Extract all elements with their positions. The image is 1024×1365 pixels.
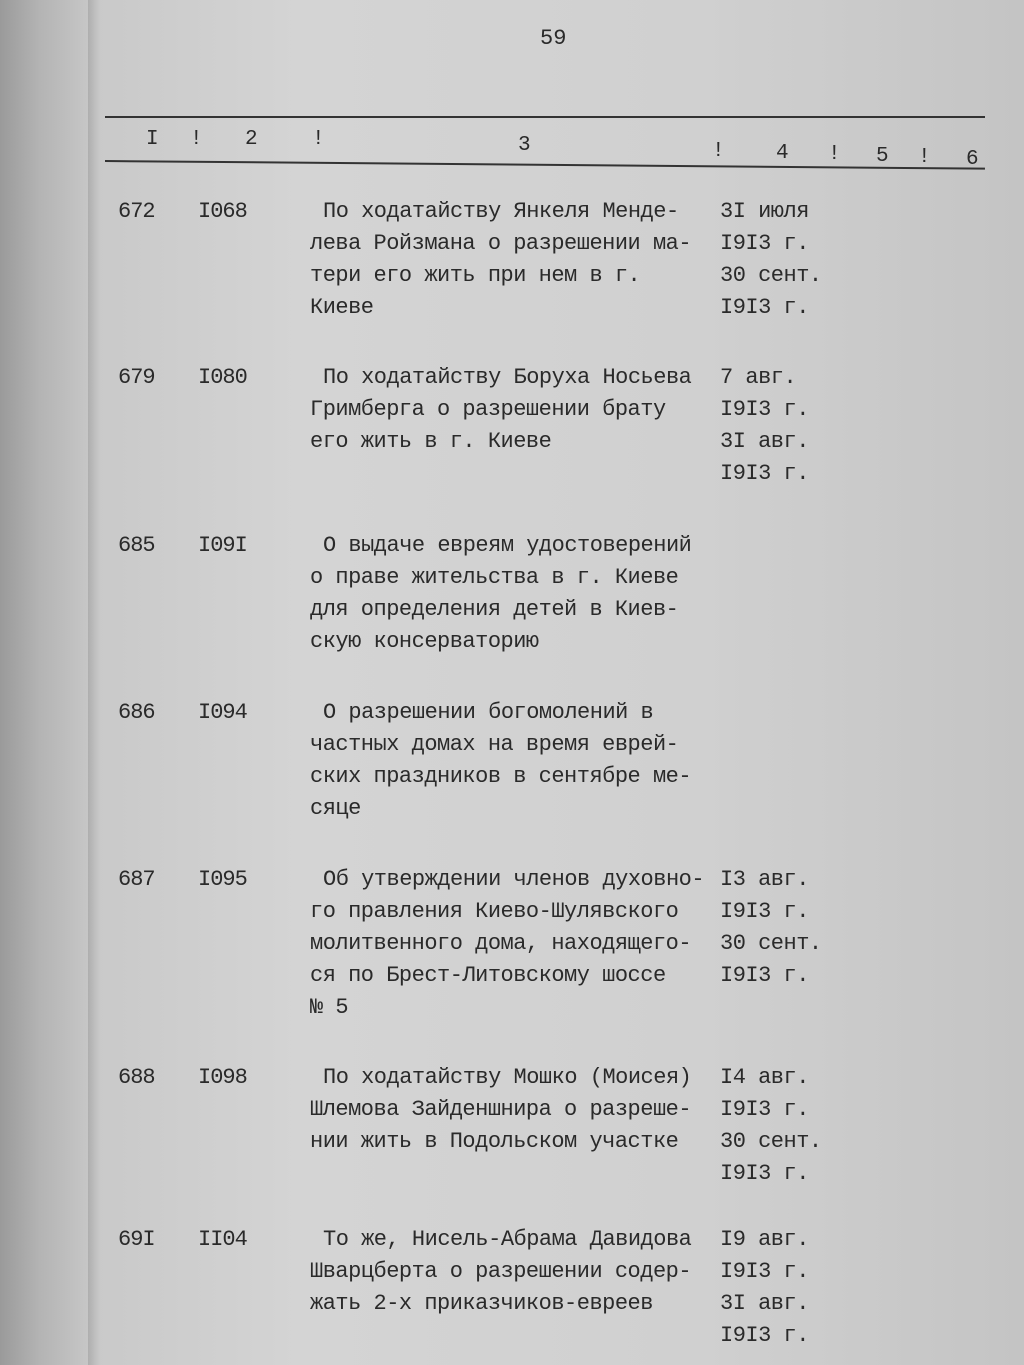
description-line: го правления Киево-Шулявского [310, 899, 679, 924]
description-line: Об утверждении членов духовно- [323, 867, 705, 892]
entry-number: 69I [118, 1227, 155, 1252]
date-line: I9 авг. [720, 1227, 809, 1252]
entry-dates [720, 196, 822, 324]
description-line: То же, Нисель-Абрама Давидова [323, 1227, 692, 1252]
entry-number: 672 [118, 199, 155, 224]
description-line: По ходатайству Мошко (Моисея) [323, 1065, 692, 1090]
description-line: Гримберга о разрешении брату [310, 397, 666, 422]
description-line: По ходатайству Боруха Носьева [323, 365, 692, 390]
date-line: I9I3 г. [720, 461, 809, 486]
header-bottom-rule [105, 160, 985, 170]
file-code: I09I [198, 533, 247, 558]
date-line: I9I3 г. [720, 1323, 809, 1348]
description-line: По ходатайству Янкеля Менде- [323, 199, 679, 224]
entry-dates [720, 1224, 809, 1352]
date-line: I9I3 г. [720, 295, 809, 320]
header-col-3: 3 [518, 134, 531, 157]
entry-description [310, 864, 720, 1024]
date-line: I9I3 г. [720, 397, 809, 422]
date-line: I9I3 г. [720, 899, 809, 924]
description-line: ся по Брест-Литовскому шоссе [310, 963, 666, 988]
description-line: частных домах на время еврей- [310, 732, 679, 757]
entry-number: 686 [118, 700, 155, 725]
date-line: 3I июля [720, 199, 809, 224]
entry-dates [720, 362, 809, 490]
file-code: II04 [198, 1227, 247, 1252]
description-line: для определения детей в Киев- [310, 597, 679, 622]
file-code: I094 [198, 700, 247, 725]
description-line: лева Ройзмана о разрешении ма- [310, 231, 692, 256]
header-top-rule [105, 116, 985, 118]
entry-description [310, 196, 720, 324]
entry-description [310, 1062, 720, 1158]
date-line: 3I авг. [720, 1291, 809, 1316]
description-line: тери его жить при нем в г. [310, 263, 641, 288]
date-line: I9I3 г. [720, 963, 809, 988]
header-col-4: 4 [776, 142, 789, 165]
entry-number: 685 [118, 533, 155, 558]
description-line: О выдаче евреям удостоверений [323, 533, 692, 558]
header-col-5: 5 [876, 145, 889, 168]
date-line: I9I3 г. [720, 1097, 809, 1122]
entry-dates [720, 864, 822, 992]
description-line: молитвенного дома, находящего- [310, 931, 692, 956]
description-line: Киеве [310, 295, 374, 320]
header-sep: ! [190, 128, 203, 151]
header-sep: ! [828, 143, 841, 166]
entry-number: 688 [118, 1065, 155, 1090]
file-code: I068 [198, 199, 247, 224]
date-line: I9I3 г. [720, 231, 809, 256]
entry-description [310, 362, 720, 458]
description-line: его жить в г. Киеве [310, 429, 552, 454]
date-line: 30 сент. [720, 1129, 822, 1154]
page-number: 59 [540, 26, 567, 51]
entry-description [310, 1224, 720, 1320]
description-line: № 5 [310, 995, 349, 1020]
date-line: I3 авг. [720, 867, 809, 892]
page-fold-shadow [88, 0, 100, 1365]
date-line: 30 сент. [720, 931, 822, 956]
header-col-2: 2 [245, 128, 258, 151]
file-code: I098 [198, 1065, 247, 1090]
description-line: жать 2-х приказчиков-евреев [310, 1291, 653, 1316]
file-code: I080 [198, 365, 247, 390]
header-sep: ! [918, 146, 931, 169]
entry-number: 679 [118, 365, 155, 390]
file-code: I095 [198, 867, 247, 892]
entry-number: 687 [118, 867, 155, 892]
description-line: Шварцберта о разрешении содер- [310, 1259, 692, 1284]
header-sep: ! [312, 128, 325, 151]
entry-dates [720, 1062, 822, 1190]
date-line: I9I3 г. [720, 1161, 809, 1186]
description-line: о праве жительства в г. Киеве [310, 565, 679, 590]
description-line: сяце [310, 796, 361, 821]
header-col-6: 6 [966, 148, 979, 171]
date-line: I4 авг. [720, 1065, 809, 1090]
description-line: скую консерваторию [310, 629, 539, 654]
description-line: Шлемова Зайденшнира о разреше- [310, 1097, 692, 1122]
description-line: нии жить в Подольском участке [310, 1129, 679, 1154]
date-line: 7 авг. [720, 365, 797, 390]
entry-description [310, 697, 720, 825]
header-sep: ! [712, 140, 725, 163]
header-col-1: I [146, 128, 159, 151]
description-line: ских праздников в сентябре ме- [310, 764, 692, 789]
date-line: 30 сент. [720, 263, 822, 288]
date-line: 3I авг. [720, 429, 809, 454]
entry-description [310, 530, 720, 658]
date-line: I9I3 г. [720, 1259, 809, 1284]
description-line: О разрешении богомолений в [323, 700, 654, 725]
